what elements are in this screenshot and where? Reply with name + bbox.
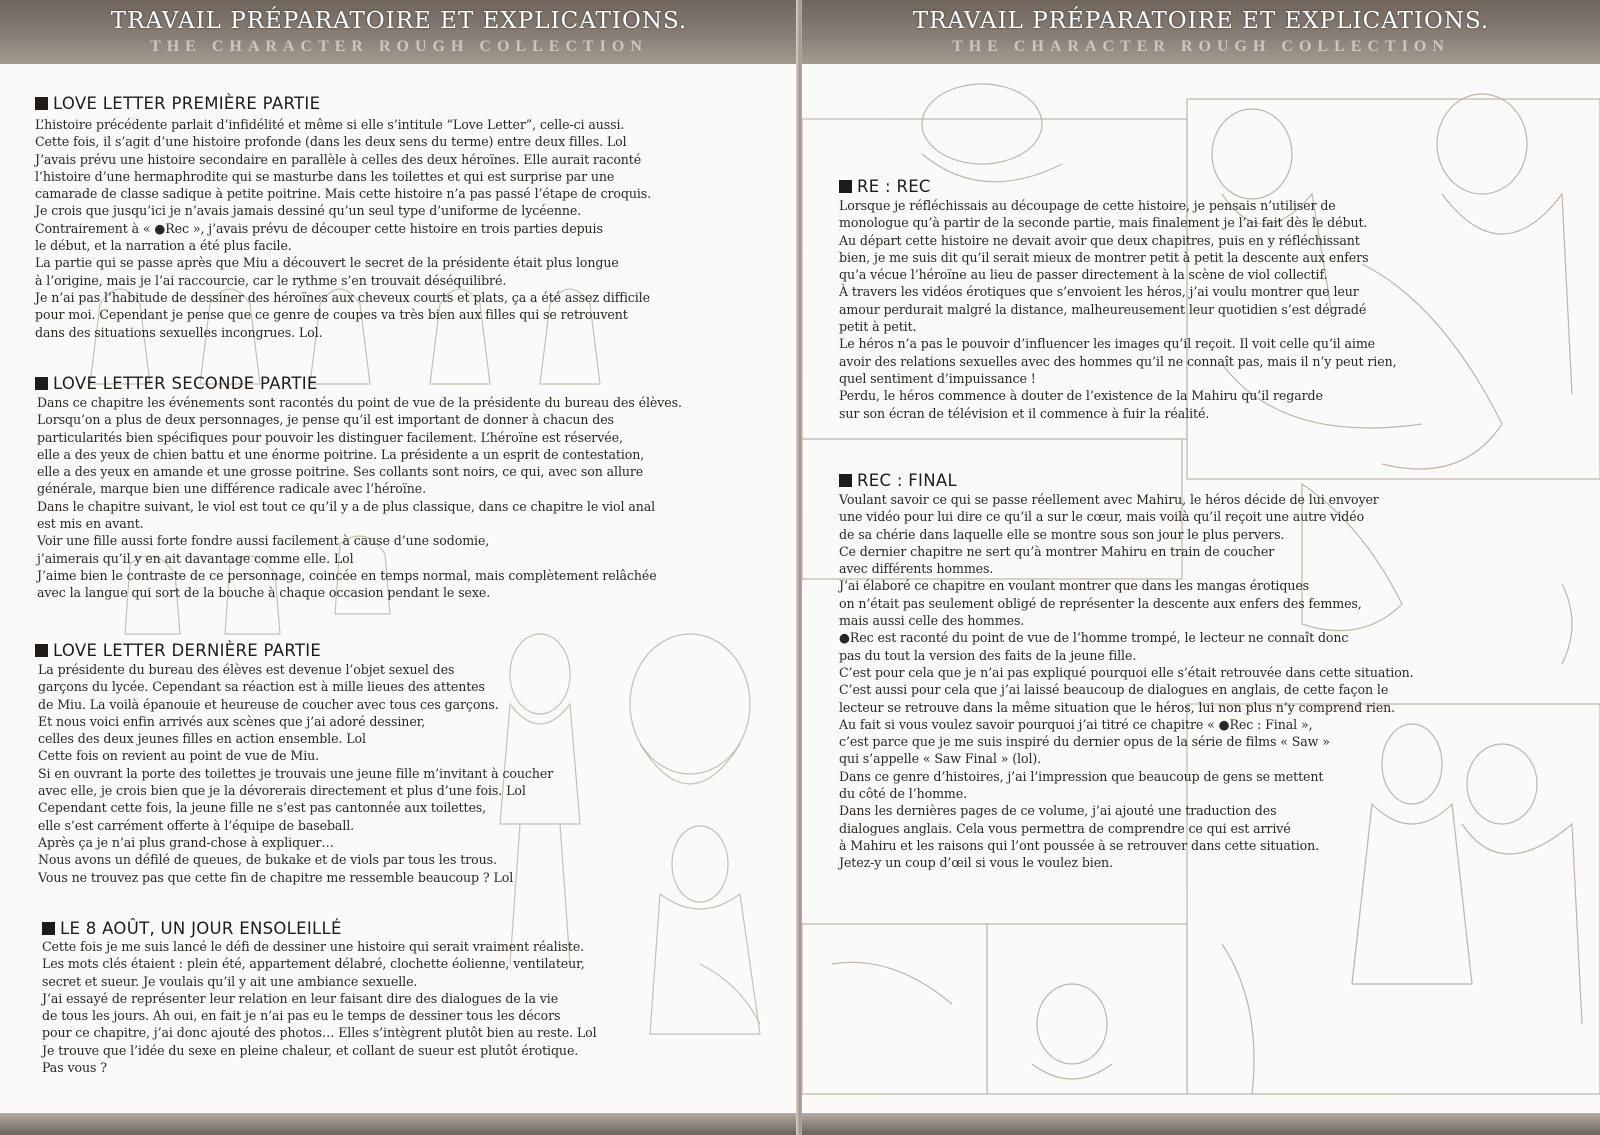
right-paper <box>802 64 1600 1113</box>
right-header-band <box>802 0 1600 64</box>
section-title-re-rec <box>839 177 931 196</box>
right-header-title: TRAVAIL PRÉPARATOIRE ET EXPLICATIONS. <box>912 8 1490 34</box>
section-body-8-aout: Cette fois je me suis lancé le défi de dessiner une histoire qui serait vraiment réaliste. Les mots clés étaient : plein été, appartement délabré, clochette éolienne, ventilateur, secret et sueur. Je voulais qu’il y ait une ambiance sexuelle. J’ai essayé de représenter leur relation en leur faisant dire des dialogues de la vie de tous les jours. Ah oui, en fait je n’ai pas eu le temps de dessiner tous les décors pour ce chapitre, j’ai donc ajouté des photos… Elles s’intègrent plutôt bien au reste. Lol Je trouve que l’idée du sexe en pleine chaleur, et collant de sueur est plutôt érotique. Pas vous ? <box>42 939 597 1076</box>
section-title-8-aout <box>42 919 342 938</box>
left-page <box>0 0 798 1135</box>
bullet-square-icon <box>35 377 48 390</box>
right-header-subtitle: THE CHARACTER ROUGH COLLECTION <box>952 38 1450 55</box>
bullet-square-icon <box>839 474 852 487</box>
left-footer-band <box>0 1113 798 1135</box>
left-header-title: TRAVAIL PRÉPARATOIRE ET EXPLICATIONS. <box>110 8 688 34</box>
section-title-love-letter-3 <box>35 641 321 660</box>
bullet-square-icon <box>35 644 48 657</box>
section-title-text: LOVE LETTER DERNIÈRE PARTIE <box>53 641 322 660</box>
section-body-re-rec: Lorsque je réfléchissais au découpage de cette histoire, je pensais n’utiliser de monologue qu’à partir de la seconde partie, mais finalement je l’ai fait dès le début. Au départ cette histoire ne devait avoir que deux chapitres, puis en y réfléchissant bien, je me suis dit qu’il serait mieux de montrer petit à petit la descente aux enfers qu’a vécue l’héroïne au lieu de passer directement à la scène de viol collectif. À travers les vidéos érotiques que s’envoient les héros, j’ai voulu montrer que leur amour perdurait malgré la distance, malheureusement leur quotidien s’est dégradé petit à petit. Le héros n’a pas le pouvoir d’influencer les images qu’il reçoit. Il voit celle qu’il aime avoir des relations sexuelles avec des hommes qu’il ne connaît pas, mais il n’y peut rien, quel sentiment d’impuissance ! Perdu, le héros commence à douter de l’existence de la Mahiru qu’il regarde sur son écran de télévision et il commence à fuir la réalité. <box>839 198 1397 421</box>
section-title-rec-final <box>839 471 957 490</box>
section-body-love-letter-1: L’histoire précédente parlait d’infidélité et même si elle s’intitule “Love Letter”, celle-ci aussi. Cette fois, il s’agit d’une histoire profonde (dans les deux sens du terme) entre deux filles. Lol J’avais prévu une histoire secondaire en parallèle à celles des deux héroïnes. Elle aurait raconté l’histoire d’une hermaphrodite qui se masturbe dans les toilettes et qui est surprise par une camarade de classe sadique à petite poitrine. Mais cette histoire n’a pas passé l’étape de croquis. Je crois que jusqu’ici je n’avais jamais dessiné qu’un seul type d’uniforme de lycéenne. Contrairement à « ●Rec », j’avais prévu de découper cette histoire en trois parties depuis le début, et la narration a été plus facile. La partie qui se passe après que Miu a découvert le secret de la présidente était plus longue à l’origine, mais je l’ai raccourcie, car le rythme s’en trouvait déséquilibré. Je n’ai pas l’habitude de dessiner des héroïnes aux cheveux courts et plats, ça a été assez difficile pour moi. Cependant je pense que ce genre de coupes va très bien aux filles qui se retrouvent dans des situations sexuelles incongrues. Lol. <box>35 117 652 340</box>
section-title-text: REC : FINAL <box>857 471 957 490</box>
section-body-rec-final: Voulant savoir ce qui se passe réellement avec Mahiru, le héros décide de lui envoyer une vidéo pour lui dire ce qu’il a sur le cœur, mais voilà qu’il reçoit une autre vidéo de sa chérie dans laquelle elle se montre sous son jour le plus pervers. Ce dernier chapitre ne sert qu’à montrer Mahiru en train de coucher avec différents hommes. J’ai élaboré ce chapitre en voulant montrer que dans les mangas érotiques on n’était pas seulement obligé de représenter la descente aux enfers des femmes, mais aussi celle des hommes. ●Rec est raconté du point de vue de l’homme trompé, le lecteur ne connaît donc pas du tout la version des faits de la jeune fille. C’est pour cela que je n’ai pas expliqué pourquoi elle s’était retrouvée dans cette situation. C’est aussi pour cela que j’ai laissé beaucoup de dialogues en anglais, de cette façon le lecteur se retrouve dans la même situation que le héros, lui non plus n’y comprend rien. Au fait si vous voulez savoir pourquoi j’ai titré ce chapitre « ●Rec : Final », c’est parce que je me suis inspiré du dernier opus de la série de films « Saw » qui s’appelle « Saw Final » (lol). Dans ce genre d’histoires, j’ai l’impression que beaucoup de gens se mettent du côté de l’homme. Dans les dernières pages de ce volume, j’ai ajouté une traduction des dialogues anglais. Cela vous permettra de comprendre ce qui est arrivé à Mahiru et les raisons qui l’ont poussée à se retrouver dans cette situation. Jetez-y un coup d’œil si vous le voulez bien. <box>839 492 1414 871</box>
left-header-band <box>0 0 798 64</box>
bullet-square-icon <box>839 180 852 193</box>
section-body-love-letter-2: Dans ce chapitre les événements sont racontés du point de vue de la présidente du bureau des élèves. Lorsqu’on a plus de deux personnages, je pense qu’il est important de donner à chacun des particularités bien spécifiques pour pouvoir les distinguer facilement. L’héroïne est réservée, elle a des yeux de chien battu et une énorme poitrine. La présidente a un esprit de contestation, elle a des yeux en amande et une grosse poitrine. Ses collants sont noirs, ce qui, avec son allure générale, marque bien une différence radicale avec l’héroïne. Dans le chapitre suivant, le viol est tout ce qu’il y a de plus classique, dans ce chapitre le viol anal est mis en avant. Voir une fille aussi forte fondre aussi facilement à cause d’une sodomie, j’aimerais qu’il y en ait davantage comme elle. Lol J’aime bien le contraste de ce personnage, coincée en temps normal, mais complètement relâchée avec la langue qui sort de la bouche à chaque occasion pendant le sexe. <box>37 395 682 601</box>
right-footer-band <box>802 1113 1600 1135</box>
section-title-text: LOVE LETTER SECONDE PARTIE <box>53 374 318 393</box>
bullet-square-icon <box>35 97 48 110</box>
section-body-love-letter-3: La présidente du bureau des élèves est devenue l’objet sexuel des garçons du lycée. Cependant sa réaction est à mille lieues des attentes de Miu. La voilà épanouie et heureuse de coucher avec tous ces garçons. Et nous voici enfin arrivés aux scènes que j’ai adoré dessiner, celles des deux jeunes filles en action ensemble. Lol Cette fois on revient au point de vue de Miu. Si en ouvrant la porte des toilettes je trouvais une jeune fille m’invitant à coucher avec elle, je crois bien que je la dévorerais directement et plus d’une fois. Lol Cependant cette fois, la jeune fille ne s’est pas cantonnée aux toilettes, elle s’est carrément offerte à l’équipe de baseball. Après ça je n’ai plus grand-chose à expliquer… Nous avons un défilé de queues, de bukake et de viols par tous les trous. Vous ne trouvez pas que cette fin de chapitre me ressemble beaucoup ? Lol <box>38 662 554 885</box>
left-paper <box>0 64 798 1113</box>
section-title-text: LE 8 AOÛT, UN JOUR ENSOLEILLÉ <box>60 919 342 938</box>
section-title-text: RE : REC <box>857 177 931 196</box>
section-title-love-letter-2 <box>35 374 318 393</box>
left-header-subtitle: THE CHARACTER ROUGH COLLECTION <box>150 38 648 55</box>
right-page <box>802 0 1600 1135</box>
bullet-square-icon <box>42 922 55 935</box>
section-title-love-letter-1 <box>35 94 320 113</box>
section-title-text: LOVE LETTER PREMIÈRE PARTIE <box>53 94 321 113</box>
